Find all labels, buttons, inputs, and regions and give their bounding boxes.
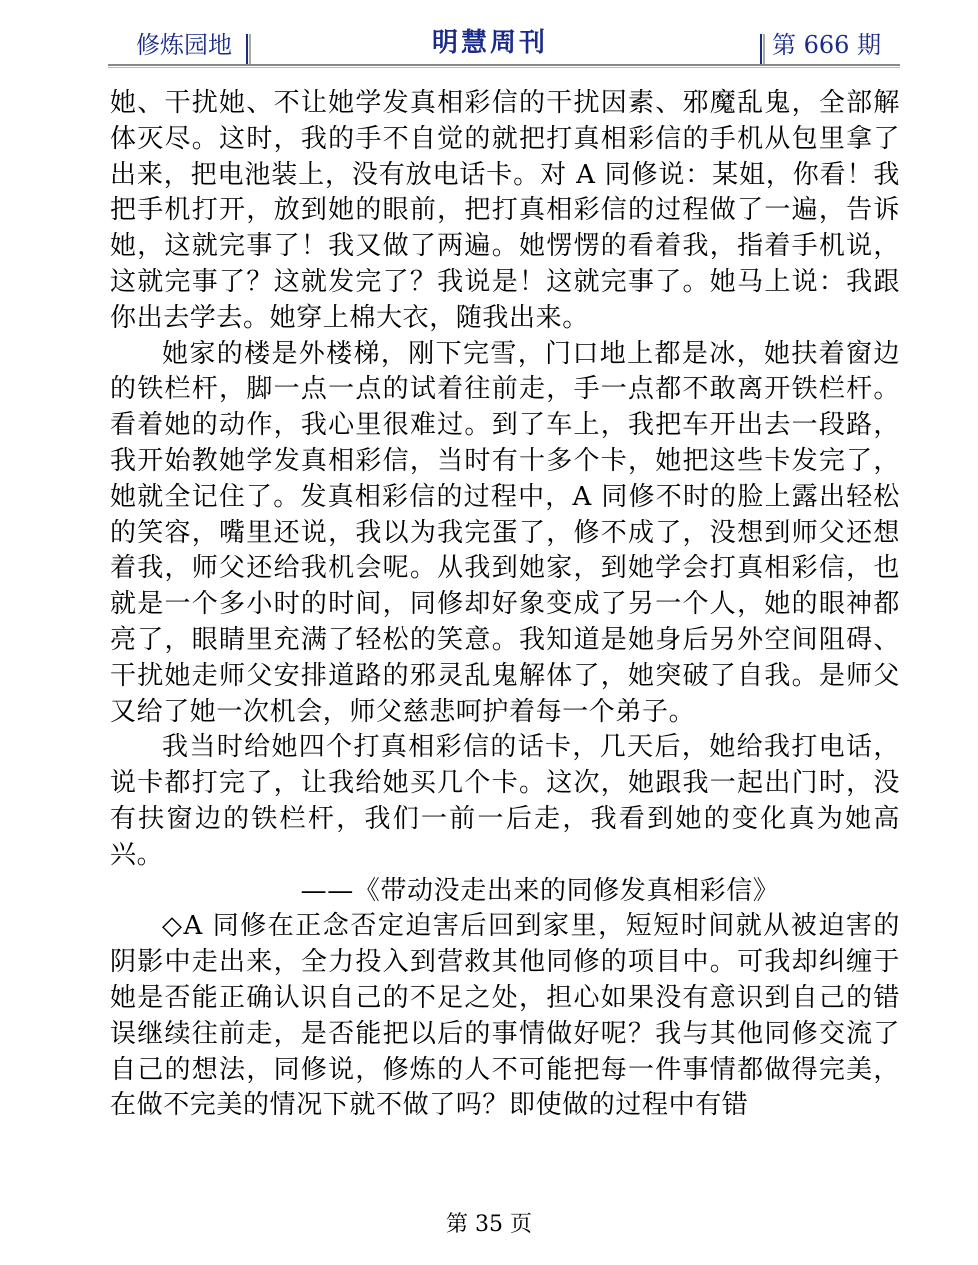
header-separator bbox=[760, 34, 762, 64]
header-rule-shadow bbox=[108, 67, 900, 68]
issue-number: 第 666 期 bbox=[772, 31, 882, 59]
paragraph: ◇A 同修在正念否定迫害后回到家里，短短时间就从被迫害的阴影中走出来，全力投入到营救其他同修的项目中。可我却纠缠于她是否能正确认识自己的不足之处，担心如果没有意识到自己的错误继续往前走，是否能把以后的事情做好呢？我与其他同修交流了自己的想法，同修说，修炼的人不可能把每一件事情都做得完美，在做不完美的情况下就不做了吗？即使做的过程中有错 bbox=[110, 911, 900, 1121]
paragraph: 她家的楼是外楼梯，刚下完雪，门口地上都是冰，她扶着窗边的铁栏杆，脚一点一点的试着往前走，手一点都不敢离开铁栏杆。看着她的动作，我心里很难过。到了车上，我把车开出去一段路，我开始教她学发真相彩信，当时有十多个卡，她把这些卡发完了，她就全记住了。发真相彩信的过程中，A 同修不时的脸上露出轻松的笑容，嘴里还说，我以为我完蛋了，修不成了，没想到师父还想着我，师父还给我机会呢。从我到她家，到她学会打真相彩信，也就是一个多小时的时间，同修却好象变成了另一个人，她的眼神都亮了，眼睛里充满了轻松的笑意。我知道是她身后另外空间阻碍、干扰她走师父安排道路的邪灵乱鬼解体了，她突破了自我。是师父又给了她一次机会，师父慈悲呵护着每一个弟子。 bbox=[110, 338, 900, 727]
section-name: 修炼园地 bbox=[136, 31, 232, 59]
paragraph: 我当时给她四个打真相彩信的话卡，几天后，她给我打电话，说卡都打完了，让我给她买几个卡。这次，她跟我一起出门时，没有扶窗边的铁栏杆，我们一前一后走，我看到她的变化真为她高兴。 bbox=[110, 732, 900, 870]
page-number: 第 35 页 bbox=[446, 1212, 532, 1237]
paragraph: 她、干扰她、不让她学发真相彩信的干扰因素、邪魔乱鬼，全部解体灭尽。这时，我的手不自觉的就把打真相彩信的手机从包里拿了出来，把电池装上，没有放电话卡。对 A 同修说：某姐，你看！我把手机打开，放到她的眼前，把打真相彩信的过程做了一遍，告诉她，这就完事了！我又做了两遍。她愣愣的看着我，指着手机说，这就完事了？这就发完了？我说是！这就完事了。她马上说：我跟你出去学去。她穿上棉大衣，随我出来。 bbox=[110, 88, 900, 333]
header-rule bbox=[108, 64, 900, 66]
article-body bbox=[110, 86, 900, 1124]
article-source-citation: ——《带动没走出来的同修发真相彩信》 bbox=[300, 875, 780, 906]
publication-title: 明慧周刊 bbox=[432, 28, 549, 58]
header-separator bbox=[246, 34, 248, 64]
page-header bbox=[108, 24, 900, 68]
